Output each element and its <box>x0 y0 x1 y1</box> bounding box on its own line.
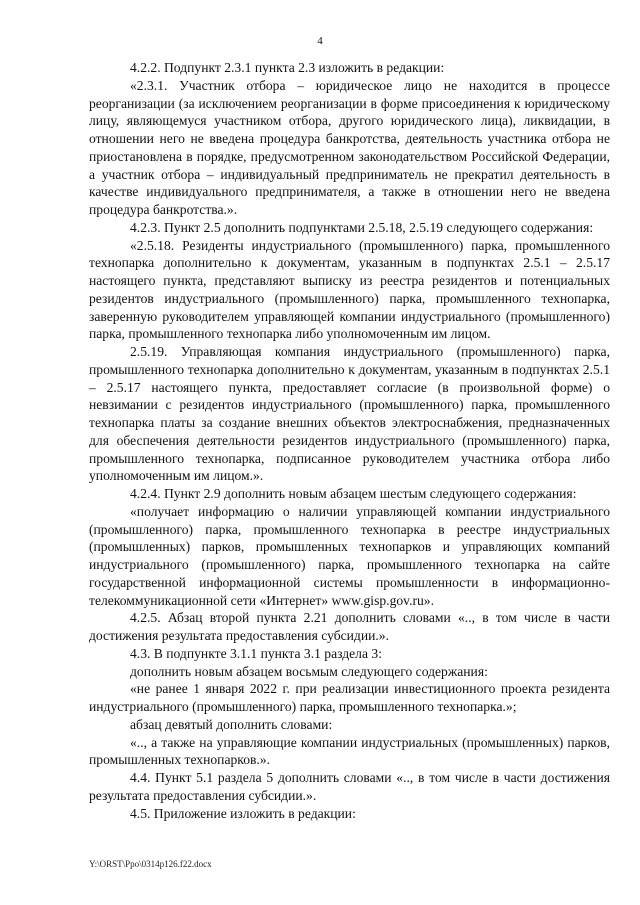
paragraph-2-5-19: 2.5.19. Управляющая компания индустриального (промышленного) парка, промышленного технопарка дополнительно к документам, указанным в подпунктах 2.5.1 – 2.5.17 настоящего пункта, предоставляет согласие (в произвольной форме) о невзимании с резидентов индустриального (промышленного) парка, промышленного технопарка платы за создание внешних объектов электроснабжения, предназначенных для обеспечения деятельности резидентов индустриального (промышленного) парка, промышленного технопарка, подписанное руководителем участника отбора либо уполномоченным им лицом.». <box>89 344 610 484</box>
paragraph-4-2-4: 4.2.4. Пункт 2.9 дополнить новым абзацем шестым следующего содержания: <box>130 486 577 501</box>
paragraph-investment-project: «не ранее 1 января 2022 г. при реализации инвестиционного проекта резидента индустриального (промышленного) парка, промышленного технопарка.»; <box>89 681 610 714</box>
document-body <box>89 59 610 822</box>
paragraph-abzac-9: абзац девятый дополнить словами: <box>130 716 333 732</box>
paragraph-4-2-5: 4.2.5. Абзац второй пункта 2.21 дополнить словами «.., в том числе в части достижения результата предоставления субсидии.». <box>89 610 610 643</box>
paragraph-4-3: 4.3. В подпункте 3.1.1 пункта 3.1 раздела 3: <box>130 645 382 661</box>
paragraph-4-4: 4.4. Пункт 5.1 раздела 5 дополнить словами «.., в том числе в части достижения результата предоставления субсидии.». <box>89 770 610 803</box>
page-number: 4 <box>317 35 323 47</box>
paragraph-4-2-2: 4.2.2. Подпункт 2.3.1 пункта 2.3 изложить в редакции: <box>130 60 445 75</box>
paragraph-2-5-18: «2.5.18. Резиденты индустриального (промышленного) парка, промышленного технопарка дополнительно к документам, указанным в подпунктах 2.5.1 – 2.5.17 настоящего пункта, представляют выписку из реестра резидентов и потенциальных резидентов индустриального (промышленного) парка, промышленного технопарка, заверенную руководителем управляющей компании индустриального (промышленного) парка, промышленного технопарка либо уполномоченным им лицом. <box>89 237 610 342</box>
paragraph-gisp-info: «получает информацию о наличии управляющей компании индустриального (промышленного) парка, промышленного технопарка в реестре индустриальных (промышленных) парков, промышленных технопарков и управляющих компаний индустриального (промышленного) парка, промышленного технопарка на сайте государственной информационной системы промышленности в информационно-телекоммуникационной сети «Интернет» www.gisp.gov.ru». <box>89 503 610 608</box>
paragraph-4-5: 4.5. Приложение изложить в редакции: <box>130 805 356 821</box>
paragraph-management-companies: «.., а также на управляющие компании индустриальных (промышленных) парков, промышленных технопарков.». <box>89 734 610 768</box>
paragraph-2-3-1: «2.3.1. Участник отбора – юридическое лицо не находится в процессе реорганизации (за исключением реорганизации в форме присоединения к юридическому лицу, являющемуся участником отбора, другого юридического лица), ликвидации, в отношении него не введена процедура банкротства, деятельность участника отбора не приостановлена в порядке, предусмотренном законодательством Российской Федерации, а участник отбора – индивидуальный предприниматель не прекратил деятельность в качестве индивидуального предпринимателя, а также в отношении него не введена процедура банкротства.». <box>89 77 610 217</box>
footer-file-path: Y:\ORST\Ppo\0314p126.f22.docx <box>89 859 212 869</box>
paragraph-new-abzac-8: дополнить новым абзацем восьмым следующего содержания: <box>130 663 488 679</box>
paragraph-4-2-3: 4.2.3. Пункт 2.5 дополнить подпунктами 2.5.18, 2.5.19 следующего содержания: <box>130 219 594 235</box>
